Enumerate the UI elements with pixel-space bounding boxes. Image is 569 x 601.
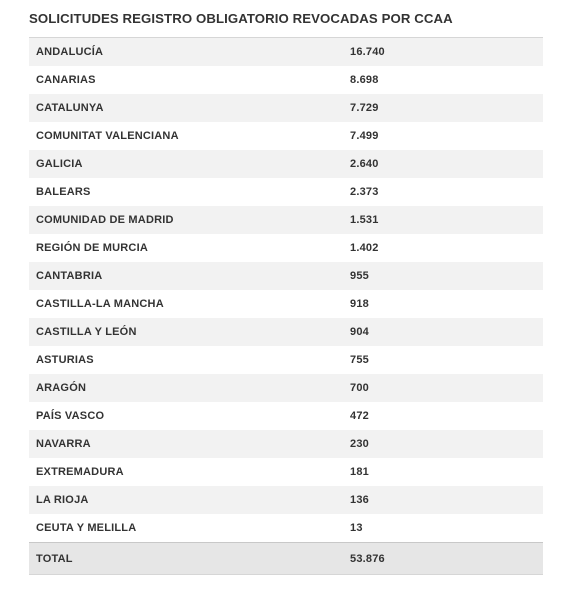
region-name: CEUTA Y MELILLA bbox=[29, 514, 343, 543]
region-value: 7.729 bbox=[343, 94, 543, 122]
region-name: CANTABRIA bbox=[29, 262, 343, 290]
table-row bbox=[29, 122, 543, 150]
table-row bbox=[29, 402, 543, 430]
region-name: EXTREMADURA bbox=[29, 458, 343, 486]
region-name: GALICIA bbox=[29, 150, 343, 178]
region-value: 700 bbox=[343, 374, 543, 402]
table-row bbox=[29, 318, 543, 346]
region-value: 1.402 bbox=[343, 234, 543, 262]
table-row bbox=[29, 430, 543, 458]
region-name: ANDALUCÍA bbox=[29, 38, 343, 67]
regions-table bbox=[29, 37, 543, 575]
region-value: 2.640 bbox=[343, 150, 543, 178]
region-name: ASTURIAS bbox=[29, 346, 343, 374]
table-row bbox=[29, 94, 543, 122]
region-value: 16.740 bbox=[343, 38, 543, 67]
region-value: 755 bbox=[343, 346, 543, 374]
region-name: BALEARS bbox=[29, 178, 343, 206]
table-row bbox=[29, 234, 543, 262]
region-value: 7.499 bbox=[343, 122, 543, 150]
region-value: 955 bbox=[343, 262, 543, 290]
region-name: COMUNITAT VALENCIANA bbox=[29, 122, 343, 150]
total-value: 53.876 bbox=[343, 543, 543, 575]
table-row bbox=[29, 374, 543, 402]
table-row bbox=[29, 178, 543, 206]
table-row bbox=[29, 514, 543, 543]
region-value: 904 bbox=[343, 318, 543, 346]
region-value: 13 bbox=[343, 514, 543, 543]
region-value: 1.531 bbox=[343, 206, 543, 234]
table-row bbox=[29, 458, 543, 486]
region-value: 472 bbox=[343, 402, 543, 430]
region-value: 2.373 bbox=[343, 178, 543, 206]
table-title: SOLICITUDES REGISTRO OBLIGATORIO REVOCADAS POR CCAA bbox=[29, 11, 453, 26]
table-row bbox=[29, 38, 543, 67]
region-name: PAÍS VASCO bbox=[29, 402, 343, 430]
table-row bbox=[29, 150, 543, 178]
region-name: CASTILLA-LA MANCHA bbox=[29, 290, 343, 318]
region-name: LA RIOJA bbox=[29, 486, 343, 514]
total-label: TOTAL bbox=[29, 543, 343, 575]
region-name: ARAGÓN bbox=[29, 374, 343, 402]
table-row bbox=[29, 486, 543, 514]
table-body bbox=[29, 38, 543, 575]
table-row bbox=[29, 66, 543, 94]
region-value: 181 bbox=[343, 458, 543, 486]
region-value: 8.698 bbox=[343, 66, 543, 94]
region-value: 918 bbox=[343, 290, 543, 318]
table-row bbox=[29, 206, 543, 234]
table-row bbox=[29, 290, 543, 318]
table-row bbox=[29, 262, 543, 290]
region-name: REGIÓN DE MURCIA bbox=[29, 234, 343, 262]
table-row bbox=[29, 346, 543, 374]
region-name: CATALUNYA bbox=[29, 94, 343, 122]
region-value: 230 bbox=[343, 430, 543, 458]
region-value: 136 bbox=[343, 486, 543, 514]
region-name: CASTILLA Y LEÓN bbox=[29, 318, 343, 346]
total-row bbox=[29, 543, 543, 575]
region-name: COMUNIDAD DE MADRID bbox=[29, 206, 343, 234]
region-name: NAVARRA bbox=[29, 430, 343, 458]
region-name: CANARIAS bbox=[29, 66, 343, 94]
